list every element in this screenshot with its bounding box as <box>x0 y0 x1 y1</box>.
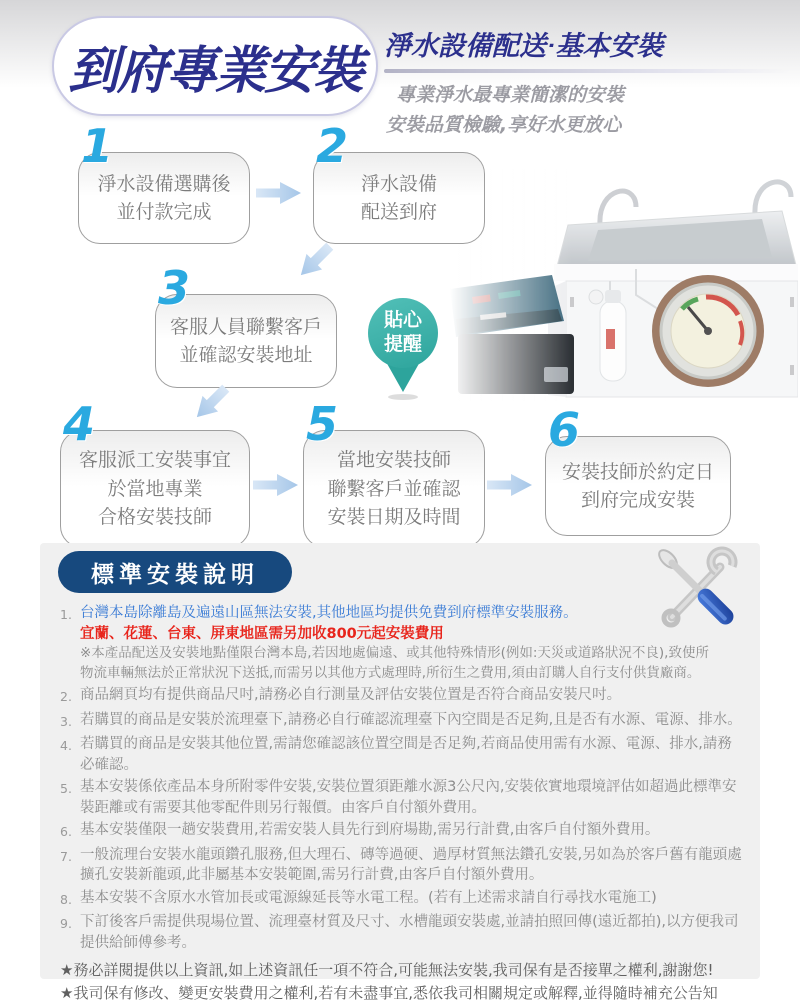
pin-text-2: 提醒 <box>383 333 422 355</box>
note1-red-text: 宜蘭、花蓮、台東、屏東地區需另加收800元起安裝費用 <box>80 625 444 642</box>
flow-step-4 <box>60 397 250 548</box>
pin-text-1: 貼心 <box>383 309 422 332</box>
step-number-5: 5 <box>306 397 339 451</box>
star-note-2: ★我司保有修改、變更安裝費用之權利,若有未盡事宜,悉依我司相關規定或解釋,並得隨時補充公告知 <box>60 984 718 1000</box>
step-text-4: 客服派工安裝事宜 於當地專業 合格安裝技師 <box>78 449 231 529</box>
step-text-2: 淨水設備 配送到府 <box>360 172 437 223</box>
pin-circle <box>368 298 438 368</box>
subtitle: 淨水設備配送‧基本安裝 <box>384 31 664 62</box>
arrow-step4-step5 <box>253 472 299 498</box>
note-item-5: 5. 基本安裝係依產品本身所附零件安裝,安裝位置須距離水源3公尺內,安裝依實地環境評估如超過此標準安裝距離或有需要其他零配件則另行報價。由客戶自付額外費用。 <box>60 779 737 816</box>
note-item-9: 9. 下訂後客戶需提供現場位置、流理臺材質及尺寸、水槽龍頭安裝處,並請拍照回傳(遠近都拍),以方便我司提供給師傅參考。 <box>60 914 739 951</box>
flow-step-6 <box>545 403 731 536</box>
star-notes <box>60 959 744 1000</box>
step-text-5: 當地安裝技師 聯繫客戶並確認 安裝日期及時間 <box>327 449 461 529</box>
tagline-1: 專業淨水最專業簡潔的安裝 <box>396 84 625 106</box>
header-right <box>384 24 789 139</box>
note-item-8: 8. 基本安裝不含原水水管加長或電源線延長等水電工程。(若有上述需求請自行尋找水電施工) <box>60 889 657 907</box>
star-note-1: ★務必詳閱提供以上資訊,如上述資訊任一項不符合,可能無法安裝,我司保有是否接單之權利,謝謝您! <box>60 961 714 979</box>
notes-heading-pill <box>58 551 292 593</box>
flow-step-2 <box>313 119 485 244</box>
step-text-6: 安裝技師於約定日 到府完成安裝 <box>561 460 714 511</box>
note-item-7: 7. 一般流理台安裝水龍頭鑽孔服務,但大理石、磚等過硬、過厚材質無法鑽孔安裝,另如為於客戶舊有龍頭處擴孔安裝新龍頭,此非屬基本安裝範圍,需另行計費,由客戶自付額外費用。 <box>60 846 742 883</box>
standard-installation-panel <box>40 543 760 1000</box>
arrow-step5-step6 <box>487 472 533 498</box>
step-number-4: 4 <box>63 397 96 451</box>
step-number-3: 3 <box>158 261 191 315</box>
page-title: 到府專業安裝 <box>67 42 362 101</box>
step-text-3: 客服人員聯繫客戶 並確認安裝地址 <box>169 315 322 366</box>
notes-heading: 標準安裝說明 <box>91 561 259 588</box>
step-text-1: 淨水設備選購後 並付款完成 <box>97 172 231 223</box>
note-item-3: 3. 若購買的商品是安裝於流理臺下,請務必自行確認流理臺下內空間是否足夠,且是否有水源、電源、排水。 <box>60 711 742 729</box>
step-number-2: 2 <box>316 119 349 173</box>
flow-step-3 <box>155 261 337 388</box>
note-item-4: 4. 若購買的商品是安裝其他位置,需請您確認該位置空間是否足夠,若商品使用需有水源、電源、排水,請務必確認。 <box>60 736 732 773</box>
note1-blue-text: 台灣本島除離島及遍遠山區無法安裝,其他地區均提供免費到府標準安裝服務。 <box>80 605 578 621</box>
flow-step-1 <box>78 119 250 244</box>
step-number-6: 6 <box>548 403 581 457</box>
pin-shadow <box>388 394 418 400</box>
friendly-reminder-pin <box>368 298 440 398</box>
notes-list <box>60 603 744 1000</box>
note-item-1: 1. 台灣本島除離島及遍遠山區無法安裝,其他地區均提供免費到府標準安裝服務。 宜蘭、花蓮、台東、屏東地區需另加收800元起安裝費用 ※本產品配送及安裝地點僅限台灣本島,若因地處偏遠、或其他特殊情形(例如:天災或道路狀況不良),致使所 物流車輛無法於正常狀況下送抵,而需另以其他方式處理時,所衍生之費用,須由訂購人自行支付供貨廠商。 <box>60 603 744 683</box>
arrow-step2-step3 <box>291 237 339 285</box>
main-title-pill <box>52 16 378 116</box>
note-item-6: 6. 基本安裝僅限一趟安裝費用,若需安裝人員先行到府場勘,需另行計費,由客戶自付額外費用。 <box>60 822 660 839</box>
flow-step-5 <box>303 397 485 548</box>
note1-subnote-2: 物流車輛無法於正常狀況下送抵,而需另以其他方式處理時,所衍生之費用,須由訂購人自行支付供貨廠商。 <box>80 664 701 681</box>
note-item-2: 2. 商品網頁均有提供商品尺吋,請務必自行測量及評估安裝位置是否符合商品安裝尺吋。 <box>60 687 622 704</box>
note1-subnote-1: ※本產品配送及安裝地點僅限台灣本島,若因地處偏遠、或其他特殊情形(例如:天災或道路狀況不良),致使所 <box>80 645 709 661</box>
tagline-2: 安裝品質檢驗,享好水更放心 <box>386 113 622 136</box>
arrow-step1-step2 <box>256 180 302 206</box>
installation-photo <box>450 168 798 402</box>
subtitle-underline <box>384 69 789 73</box>
step-number-1: 1 <box>81 119 114 173</box>
